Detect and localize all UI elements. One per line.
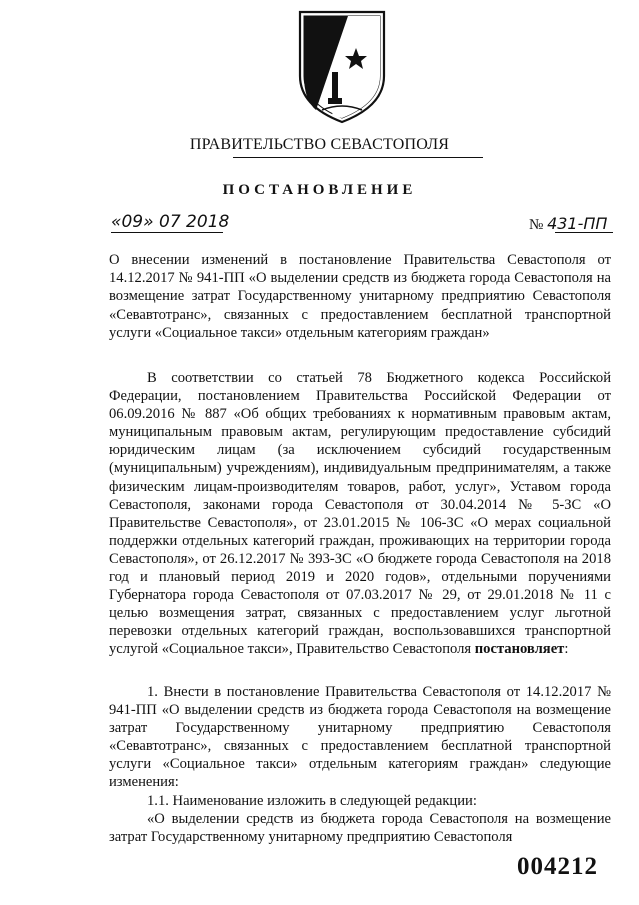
document-date: «09» 07 2018 bbox=[111, 212, 230, 232]
item-1: 1. Внести в постановление Правительства Севастополя от 14.12.2017 № 941-ПП «О выделении средств из бюджета города Севастополя на возмещение затрат Государственному унитарному предприятию Севастополя «Севавтотранс», связанных с предоставлением бесплатной транспортной услуги «Социальное такси» отдельным категориям граждан» следующие изменения: bbox=[109, 684, 611, 791]
resolves-word: постановляет bbox=[474, 641, 565, 658]
number-underline bbox=[555, 232, 613, 233]
government-name: ПРАВИТЕЛЬСТВО СЕВАСТОПОЛЯ bbox=[189, 136, 450, 153]
preamble-text: В соответствии со статьей 78 Бюджетного кодекса Российской Федерации, постановлением Правительства Российской Федерации от 06.09.2016 № 887 «Об общих требованиях к нормативным правовым актам, муниципальным правовым актам, регулирующим предоставление субсидий юридическим лицам (за исключением субсидий государственным (муниципальным) учреждениям), индивидуальным предпринимателям, а также физическим лицам-производителям товаров, работ, услуг», Уставом города Севастополя, законами города Севастополя от 30.04.2014 № 5-ЗС «О Правительстве Севастополя», от 23.01.2015 № 106-ЗС «О мерах социальной поддержки отдельных категорий граждан, проживающих на территории города Севастополя», от 26.12.2017 № 393-ЗС «О бюджете города Севастополя на 2018 год и плановый период 2019 и 2020 годов», отдельными поручениями Губернатора города Севастополя от 07.03.2017 № 29, от 29.01.2018 № 11 с целью возмещения затрат, связанных с предоставлением услуг льготной перевозки отдельных категорий граждан, воспользовавшихся транспортной услугой «Социальное такси», Правительство Севастополя постановляет: bbox=[109, 370, 611, 658]
document-type-heading: ПОСТАНОВЛЕНИЕ bbox=[222, 182, 417, 198]
number-handwritten: 431-ПП bbox=[547, 214, 608, 233]
page-serial-number: 004212 bbox=[517, 853, 598, 880]
items-section bbox=[109, 683, 611, 846]
title-underline bbox=[233, 157, 483, 158]
item-1-1-text: «О выделении средств из бюджета города Севастополя на возмещение затрат Государственному унитарному предприятию Севастополя bbox=[109, 810, 611, 845]
document-number bbox=[529, 214, 607, 234]
preamble-paragraph bbox=[109, 369, 611, 659]
item-1-1: 1.1. Наименование изложить в следующей редакции: bbox=[147, 792, 477, 809]
sevastopol-coat-of-arms-emblem bbox=[292, 6, 392, 126]
number-prefix: № bbox=[529, 217, 544, 233]
date-underline bbox=[111, 232, 223, 233]
document-subject: О внесении изменений в постановление Правительства Севастополя от 14.12.2017 № 941-ПП «О выделении средств из бюджета города Севастополя на возмещение затрат Государственному унитарному предприятию Севастополя «Севавтотранс», связанных с предоставлением бесплатной транспортной услуги «Социальное такси» отдельным категориям граждан» bbox=[109, 252, 611, 341]
